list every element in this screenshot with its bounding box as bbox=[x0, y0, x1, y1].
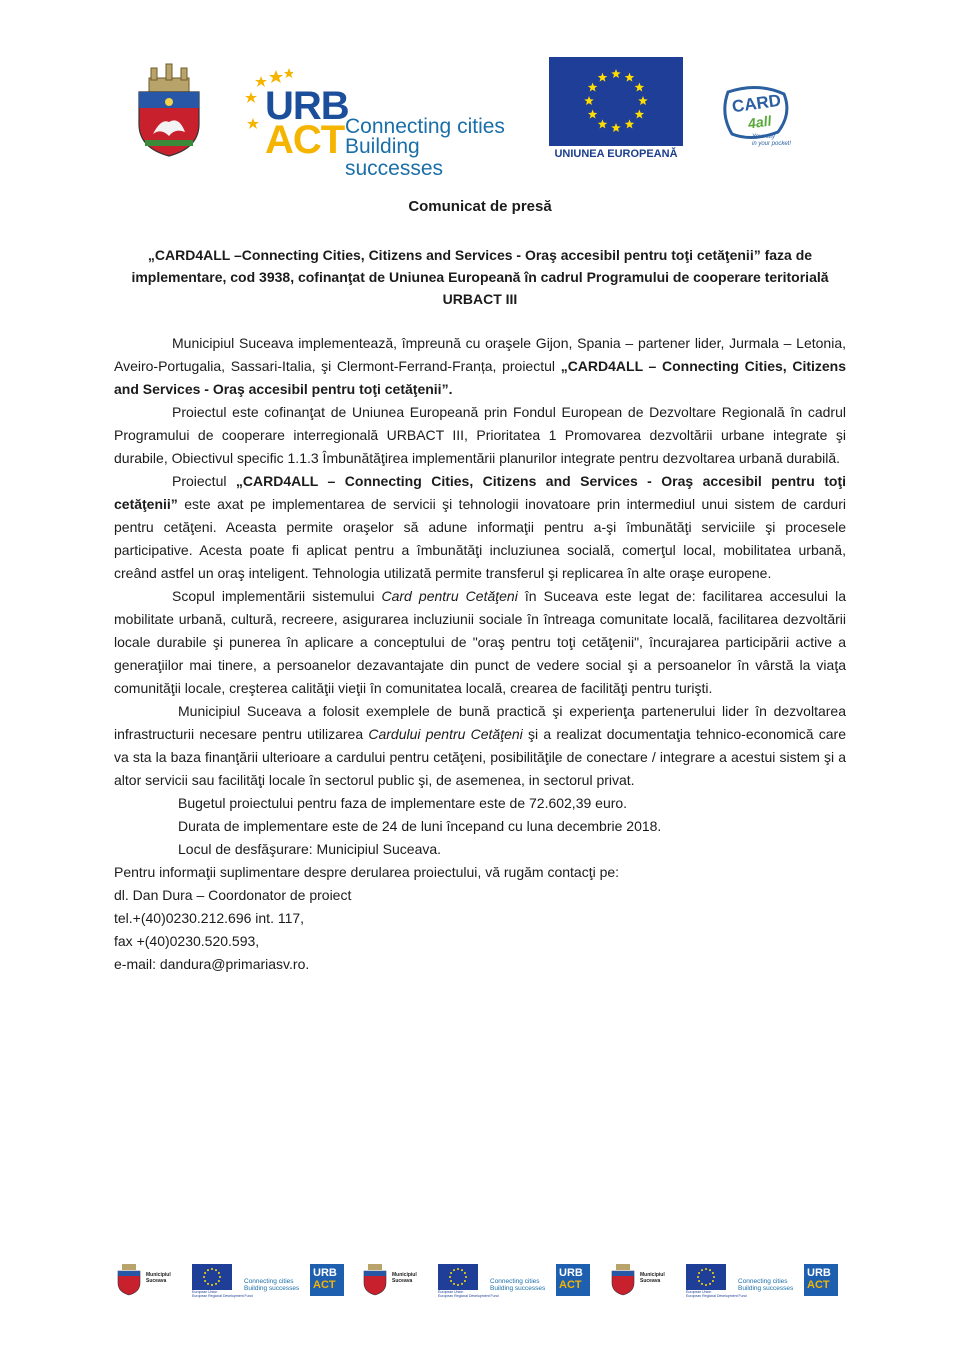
footer-urbact-tagline bbox=[490, 1278, 545, 1292]
eu-flag-small-icon bbox=[192, 1264, 232, 1290]
p1-project-name: „CARD4ALL – Connecting Cities, Citizens and Services - Oraş accesibil pentru toţi cetăţenii”. bbox=[114, 358, 847, 397]
eu-star-icon bbox=[215, 1269, 217, 1271]
footer-municipality-label bbox=[392, 1272, 417, 1284]
urbact-urb-text: URB bbox=[265, 84, 349, 128]
paragraph-5 bbox=[114, 700, 846, 792]
footer-municipality-line-1: Municipiul bbox=[640, 1272, 665, 1278]
suceava-coat-of-arms-small-icon bbox=[362, 1264, 388, 1296]
eu-star-icon bbox=[218, 1280, 220, 1282]
eu-flag-small-icon bbox=[438, 1264, 478, 1290]
p5-text-a: Municipiul Suceava a folosit exemplele de bună practică şi experienţa partenerului lider în dezvoltarea infrastructurii necesare pentru utilizarea bbox=[114, 703, 846, 742]
p4-card-term: Card pentru Cetăţeni bbox=[381, 588, 518, 604]
footer-municipality-line-1: Municipiul bbox=[392, 1272, 417, 1278]
p5-text-b: şi a realizat documentaţia tehnico-economică care va sta la baza finanţării ulterioare a cardului pentru cetăţeni, posibilităţile de conectare / integrare a acestui sistem şi a altor servicii sau facilităţi locale în sectorul public şi, de asemenea, in sectorul privat. bbox=[114, 726, 846, 788]
contact-fax: fax +(40)0230.520.593, bbox=[114, 933, 260, 949]
eu-star-icon bbox=[207, 1269, 209, 1271]
card4all-tag-2: in your pocket! bbox=[752, 141, 792, 147]
footer-municipality-label bbox=[640, 1272, 665, 1284]
eu-star-icon bbox=[709, 1269, 711, 1271]
eu-star-icon bbox=[698, 1280, 700, 1282]
eu-flag-icon bbox=[549, 57, 683, 146]
eu-star-icon bbox=[713, 1276, 715, 1278]
eu-star-icon bbox=[705, 1284, 707, 1286]
eu-star-icon bbox=[701, 1269, 703, 1271]
duration-line: Durata de implementare este de 24 de luni începand cu luna decembrie 2018. bbox=[178, 818, 662, 834]
urbact-act-text: ACT bbox=[265, 118, 345, 162]
document-body bbox=[114, 332, 846, 976]
eu-star-icon bbox=[457, 1284, 459, 1286]
p5-card-term: Cardului pentru Cetăţeni bbox=[368, 726, 523, 742]
eu-star-icon bbox=[211, 1284, 213, 1286]
footer-municipality-label bbox=[146, 1272, 171, 1284]
paragraph-3 bbox=[114, 470, 846, 585]
urbact-tagline-1: Connecting cities bbox=[345, 115, 505, 138]
footer-urb-text: URB bbox=[807, 1267, 831, 1279]
p4-text-a: Scopul implementării sistemului bbox=[172, 588, 382, 604]
paragraph-2: Proiectul este cofinanţat de Uniunea Europeană prin Fondul European de Dezvoltare Regională în cadrul Programului de cooperare interregională URBACT III, Prioritatea 1 Promovarea dezvoltării urbane integrate şi durabile, Obiectivul specific 1.1.3 Îmbunătăţirea implementării planurilor integrate pentru dezvoltarea urbană durabilă. bbox=[114, 404, 846, 466]
footer-eu-label-2: European Regional Development Fund bbox=[686, 1294, 747, 1298]
card4all-logo bbox=[718, 84, 800, 154]
footer-act-text: ACT bbox=[559, 1279, 582, 1291]
eu-star-icon bbox=[204, 1280, 206, 1282]
card4all-logo-text: CARD bbox=[730, 90, 783, 117]
suceava-coat-of-arms-small-icon bbox=[116, 1264, 142, 1296]
footer-urb-text: URB bbox=[559, 1267, 583, 1279]
eu-star-icon bbox=[215, 1283, 217, 1285]
footer-tagline-2: Building successes bbox=[490, 1285, 546, 1292]
eu-star-icon bbox=[211, 1268, 213, 1270]
eu-star-icon bbox=[705, 1268, 707, 1270]
card4all-tag-1: Your city bbox=[752, 134, 776, 140]
footer-urbact-tagline bbox=[738, 1278, 793, 1292]
eu-star-icon bbox=[219, 1276, 221, 1278]
eu-star-icon bbox=[701, 1283, 703, 1285]
footer-urbact-tagline bbox=[244, 1278, 299, 1292]
eu-star-icon bbox=[697, 1276, 699, 1278]
footer-tagline-2: Building successes bbox=[738, 1285, 794, 1292]
footer-act-text: ACT bbox=[313, 1279, 336, 1291]
eu-star-icon bbox=[465, 1276, 467, 1278]
urbact-header-logo bbox=[243, 68, 518, 180]
location-line: Locul de desfăşurare: Municipiul Suceava. bbox=[178, 841, 442, 857]
eu-star-icon bbox=[203, 1276, 205, 1278]
p3-text-b: este axat pe implementarea de servicii şi tehnologii inovatoare prin intermediul unui sistem de carduri pentru cetăţeni. Aceasta permite oraşelor să adune informaţii pentru a-şi îmbunătăţi serviciile şi procesele participative. Acesta poate fi aplicat pentru a îmbunătăţi incluziunea socială, comerţul local, mobilitatea urbană, creând astfel un oraş inteligent. Tehnologia utilizată permite transferul şi replicarea în alte oraşe europene. bbox=[114, 496, 846, 581]
footer-eu-label-1: European Union bbox=[438, 1290, 464, 1294]
footer-tagline-1: Connecting cities bbox=[490, 1278, 540, 1285]
eu-star-icon bbox=[712, 1272, 714, 1274]
eu-star-icon bbox=[453, 1269, 455, 1271]
suceava-coat-of-arms-logo bbox=[135, 62, 203, 158]
footer-urbact-badge bbox=[310, 1264, 344, 1296]
suceava-coat-of-arms-small-icon bbox=[610, 1264, 636, 1296]
footer-municipality-line-2: Suceava bbox=[146, 1278, 167, 1284]
footer-tagline-2: Building successes bbox=[244, 1285, 300, 1292]
footer-tagline-1: Connecting cities bbox=[244, 1278, 294, 1285]
eu-flag-small-icon bbox=[686, 1264, 726, 1290]
eu-star-icon bbox=[207, 1283, 209, 1285]
eu-star-icon bbox=[709, 1283, 711, 1285]
p3-text-a: Proiectul bbox=[172, 473, 236, 489]
urbact-tagline-2: Building successes bbox=[345, 135, 444, 180]
eu-star-icon bbox=[457, 1268, 459, 1270]
footer-municipality-line-2: Suceava bbox=[392, 1278, 413, 1284]
contact-tel: tel.+(40)0230.212.696 int. 117, bbox=[114, 910, 305, 926]
p1-text: Municipiul Suceava implementează, împreună cu oraşele Gijon, Spania – partener lider, Jurmala – Letonia, Aveiro-Portugalia, Sassari-Italia, şi Clermont-Ferrand-Franța, proiectul bbox=[114, 335, 846, 374]
card4all-logo-sub: 4all bbox=[747, 112, 773, 132]
eu-star-icon bbox=[450, 1272, 452, 1274]
contact-intro: Pentru informaţii suplimentare despre derularea proiectului, vă rugăm contacţi pe: bbox=[114, 864, 620, 880]
p3-project-name: „CARD4ALL – Connecting Cities, Citizens and Services - Oraş accesibil pentru toţi cetăţenii” bbox=[114, 473, 847, 512]
page-title: Comunicat de presă bbox=[408, 198, 552, 215]
footer-municipality-line-1: Municipiul bbox=[146, 1272, 171, 1278]
p4-text-b: în Suceava este legat de: facilitarea accesului la mobilitate urbană, cultură, recreere, asigurarea incluziunii sociale în întreaga comunitate locală, facilitarea dezvoltării locale durabile şi punerea în aplicare a conceptului de "oraş pentru toţi cetăţenii", încurajarea participării active a generaţiilor mai tinere, a persoanelor dezavantajate din punct de vedere social şi a persoanelor în vârstă la viaţa comunităţii locale, creşterea calităţii vieţii în comunitatea locală, crearea de facilităţi pentru turişti. bbox=[114, 588, 846, 696]
eu-star-icon bbox=[218, 1272, 220, 1274]
footer-municipality-line-2: Suceava bbox=[640, 1278, 661, 1284]
eu-star-icon bbox=[461, 1269, 463, 1271]
eu-star-icon bbox=[464, 1272, 466, 1274]
eu-caption: UNIUNEA EUROPEANĂ bbox=[554, 148, 678, 160]
eu-star-icon bbox=[698, 1272, 700, 1274]
footer-urb-text: URB bbox=[313, 1267, 337, 1279]
footer-eu-label-2: European Regional Development Fund bbox=[438, 1294, 499, 1298]
document-headline: „CARD4ALL –Connecting Cities, Citizens and Services - Oraş accesibil pentru toţi cetăţenii” faza de implementare, cod 3938, cofinanţat de Uniunea Europeană în cadrul Programului de cooperare teritorială URBACT III bbox=[131, 247, 829, 307]
footer-urbact-badge bbox=[556, 1264, 590, 1296]
footer-eu-label-2: European Regional Development Fund bbox=[192, 1294, 253, 1298]
footer-urbact-badge bbox=[804, 1264, 838, 1296]
contact-email: e-mail: dandura@primariasv.ro. bbox=[114, 956, 310, 972]
eu-star-icon bbox=[464, 1280, 466, 1282]
eu-star-icon bbox=[453, 1283, 455, 1285]
footer-act-text: ACT bbox=[807, 1279, 830, 1291]
eu-flag-logo bbox=[549, 57, 683, 166]
budget-line: Bugetul proiectului pentru faza de implementare este de 72.602,39 euro. bbox=[178, 795, 628, 811]
footer-eu-label-1: European Union bbox=[192, 1290, 218, 1294]
eu-star-icon bbox=[450, 1280, 452, 1282]
eu-star-icon bbox=[461, 1283, 463, 1285]
contact-name: dl. Dan Dura – Coordonator de proiect bbox=[114, 887, 352, 903]
footer-eu-label-1: European Union bbox=[686, 1290, 712, 1294]
paragraph-1 bbox=[114, 332, 846, 401]
eu-star-icon bbox=[204, 1272, 206, 1274]
footer-tagline-1: Connecting cities bbox=[738, 1278, 788, 1285]
paragraph-4 bbox=[114, 585, 846, 700]
eu-star-icon bbox=[712, 1280, 714, 1282]
eu-star-icon bbox=[449, 1276, 451, 1278]
